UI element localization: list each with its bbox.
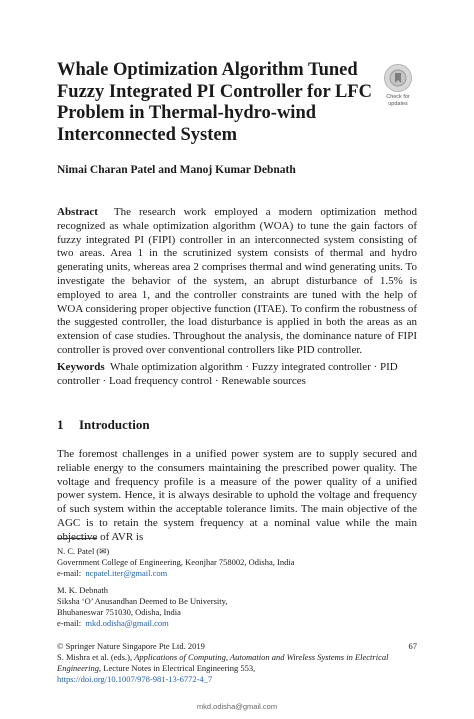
footnote-divider bbox=[57, 538, 97, 539]
keyword-item: Load frequency control bbox=[108, 375, 213, 387]
download-stamp-email: mkd.odisha@gmail.com bbox=[196, 702, 278, 711]
keyword-item: Renewable sources bbox=[221, 375, 306, 387]
abstract bbox=[57, 206, 417, 358]
affiliation-2 bbox=[57, 585, 417, 629]
check-for-updates-badge[interactable] bbox=[380, 64, 416, 107]
badge-line2: updates bbox=[388, 100, 408, 107]
keywords bbox=[57, 360, 417, 388]
series-info: , Lecture Notes in Electrical Engineering 553, bbox=[99, 663, 256, 673]
keyword-separator: · bbox=[245, 361, 249, 373]
affiliation-1 bbox=[57, 546, 417, 579]
email-link[interactable]: ncpatel.iter@gmail.com bbox=[85, 568, 168, 578]
editors: S. Mishra et al. (eds.), bbox=[57, 652, 133, 662]
email-label: e-mail: bbox=[57, 618, 82, 628]
section-title: Introduction bbox=[79, 417, 150, 432]
email-label: e-mail: bbox=[57, 568, 82, 578]
affiliation-name: M. K. Debnath bbox=[57, 585, 108, 595]
abstract-label: Abstract bbox=[57, 206, 98, 218]
affiliation-name: N. C. Patel (✉) bbox=[57, 546, 110, 556]
affiliation-line: Siksha ‘O’ Anusandhan Deemed to Be University, bbox=[57, 596, 228, 606]
affiliation-line: Government College of Engineering, Keonjhar 758002, Odisha, India bbox=[57, 557, 295, 567]
bookmark-icon bbox=[384, 64, 412, 92]
badge-line1: Check for bbox=[386, 94, 410, 100]
introduction-text: The foremost challenges in a unified power system are to supply secured and reliable energy to the consumers maintaining the prescribed power quality. The voltage and frequency profile is a measure of the power quality of a unified power system. Hence, it is always desirable to uphold the voltage and frequency of such system within the acceptable tolerance limits. The main objective of the AGC is to retain the system frequency at a nominal value while the main objective of AVR is bbox=[57, 448, 417, 543]
keyword-separator: · bbox=[214, 375, 219, 387]
keyword-item: Whale optimization algorithm bbox=[109, 361, 243, 373]
keyword-item: Fuzzy integrated controller bbox=[251, 361, 371, 373]
citation-footer bbox=[57, 641, 417, 685]
book-title: Applications of Computing, Automation and Wireless Systems in Electrical Engineering bbox=[57, 652, 389, 673]
paper-title: Whale Optimization Algorithm Tuned Fuzzy Integrated PI Controller for LFC Problem in Thermal-hydro-wind Interconnected System bbox=[57, 60, 372, 145]
keyword-item: PID controller bbox=[57, 361, 398, 387]
section-heading bbox=[57, 417, 150, 433]
keyword-separator: · bbox=[102, 375, 107, 387]
authors: Nimai Charan Patel and Manoj Kumar Debnath bbox=[57, 164, 296, 176]
keyword-separator: · bbox=[373, 361, 378, 373]
section-number: 1 bbox=[57, 417, 64, 432]
copyright: © Springer Nature Singapore Pte Ltd. 2019 bbox=[57, 641, 205, 651]
affiliation-line: Bhubaneswar 751030, Odisha, India bbox=[57, 607, 181, 617]
abstract-text: The research work employed a modern optimization method recognized as whale optimization algorithm (WOA) to tune the gain factors of fuzzy integrated PI (FIPI) controller in an interconnected system consisting of two areas. Area 1 in the scrutinized system consists of thermal and hydro generating units, whereas area 2 comprises thermal and wind generating units. To investigate the behavior of the system, an abrupt disturbance of 1.5% is employed to area 1, and the controller constraints are tuned with the help of WOA considering proper objective function (ITAE). To confirm the robustness of the suggested controller, the load disturbance is applied in both the areas as an extension of case studies. Throughout the analysis, the dominance nature of FIPI controller is proved over conventional controllers like PID controller. bbox=[57, 206, 417, 356]
page-number: 67 bbox=[408, 641, 417, 651]
email-link[interactable]: mkd.odisha@gmail.com bbox=[85, 618, 169, 628]
doi-link[interactable]: https://doi.org/10.1007/978-981-13-6772-4_7 bbox=[57, 674, 213, 684]
keywords-label: Keywords bbox=[57, 361, 105, 373]
